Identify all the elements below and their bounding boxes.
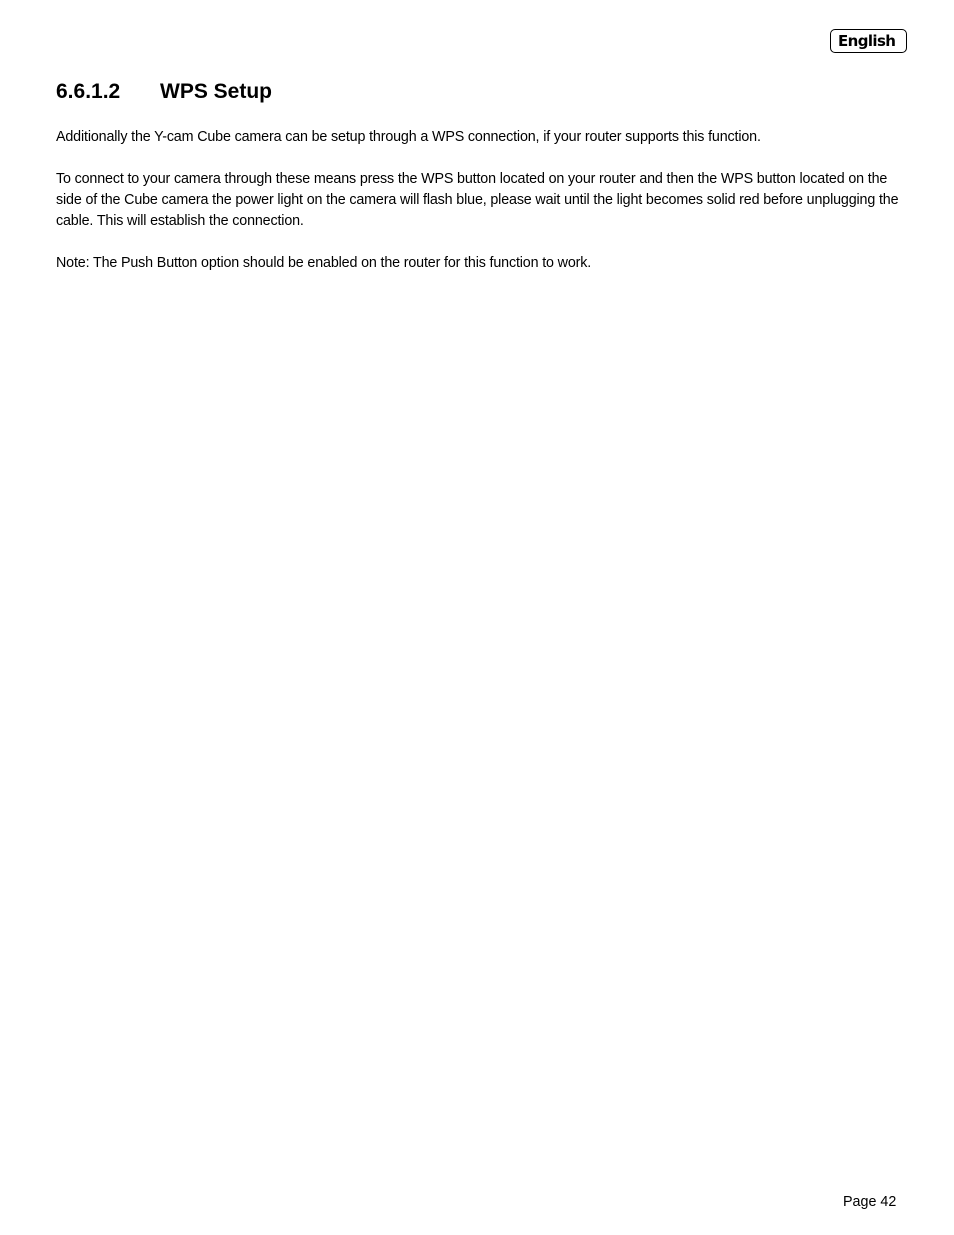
language-badge (830, 29, 907, 53)
section-title: WPS Setup (160, 80, 273, 103)
paragraph-instructions: To connect to your camera through these means press the WPS button located on your router and then the WPS button located on the side of the Cube camera the power light on the camera will flash blue, please wait until the light becomes solid red before unplugging the cable. This will establish the connection. (56, 171, 899, 229)
section-number: 6.6.1.2 (56, 80, 121, 103)
section-body (56, 127, 906, 295)
page-number: Page 42 (843, 1194, 897, 1210)
section-heading (56, 78, 272, 106)
paragraph-intro: Additionally the Y-cam Cube camera can be setup through a WPS connection, if your router supports this function. (56, 129, 761, 145)
paragraph-note: Note: The Push Button option should be enabled on the router for this function to work. (56, 255, 592, 271)
language-badge-label: English (838, 31, 896, 50)
